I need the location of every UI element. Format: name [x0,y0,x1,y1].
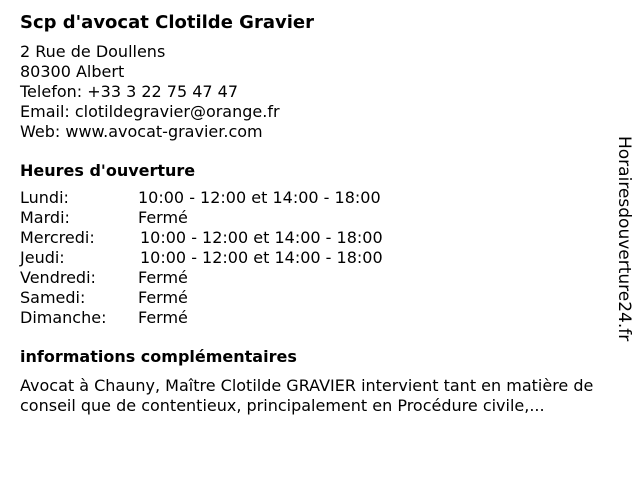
website-link[interactable]: Web: www.avocat-gravier.com [20,122,263,141]
hours-day-value: Fermé [138,208,188,227]
hours-day-value: 10:00 - 12:00 et 14:00 - 18:00 [140,248,383,267]
business-name: Scp d'avocat Clotilde Gravier [20,12,314,33]
hours-day-label: Jeudi: [20,248,65,267]
info-heading: informations complémentaires [20,347,297,366]
hours-day-value: 10:00 - 12:00 et 14:00 - 18:00 [138,188,381,207]
info-description: Avocat à Chauny, Maître Clotilde GRAVIER intervient tant en matière de conseil que de contentieux, principalement en Procédure civile,... [20,376,594,415]
address-city: 80300 Albert [20,62,125,81]
hours-day-label: Dimanche: [20,308,107,327]
hours-day-value: 10:00 - 12:00 et 14:00 - 18:00 [140,228,383,247]
hours-row-wednesday [20,228,610,248]
hours-heading: Heures d'ouverture [20,161,196,180]
hours-day-label: Vendredi: [20,268,96,287]
hours-day-label: Samedi: [20,288,86,307]
hours-day-label: Mercredi: [20,228,95,247]
hours-row-monday [20,188,610,208]
address-street: 2 Rue de Doullens [20,42,166,61]
hours-day-value: Fermé [138,288,188,307]
hours-day-label: Lundi: [20,188,69,207]
hours-row-sunday [20,308,610,328]
hours-row-friday [20,268,610,288]
hours-day-label: Mardi: [20,208,70,227]
phone-number[interactable]: Telefon: +33 3 22 75 47 47 [20,82,239,101]
hours-day-value: Fermé [138,308,188,327]
hours-row-thursday [20,248,610,268]
site-watermark: Horairesdouverture24.fr [614,136,634,342]
hours-day-value: Fermé [138,268,188,287]
hours-row-tuesday [20,208,610,228]
hours-row-saturday [20,288,610,308]
hours-table [20,188,610,328]
email-address[interactable]: Email: clotildegravier@orange.fr [20,102,280,121]
business-card [20,10,610,416]
